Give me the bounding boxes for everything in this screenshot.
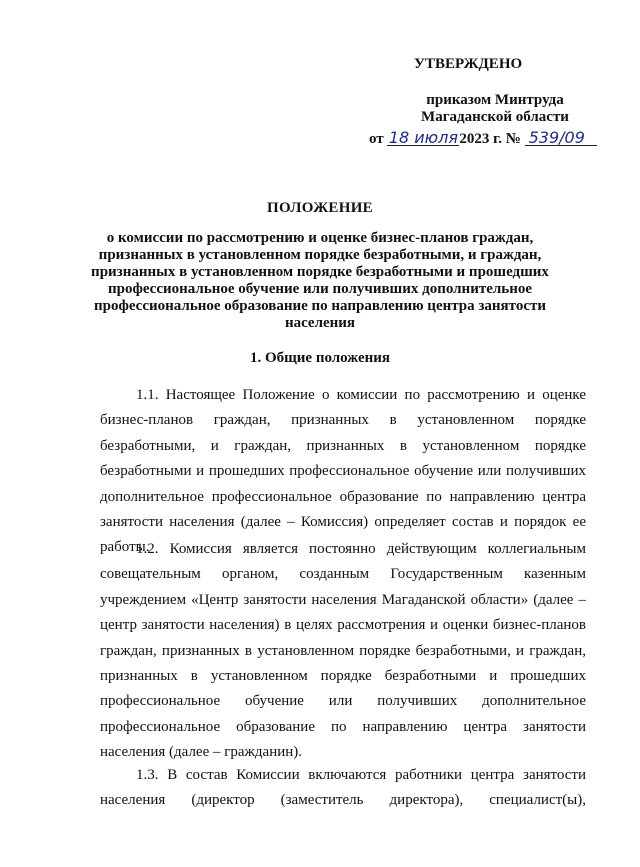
paragraph-1-2 [100, 537, 586, 766]
paragraph-1-1 [100, 383, 586, 561]
order-number-handwritten: 539/09 [525, 130, 597, 146]
approval-authority-line1: приказом Минтруда [426, 92, 564, 108]
paragraph-text: 1.3. В состав Комиссии включаются работники центра занятости населения (директор (заместитель директора), специалист(ы), [100, 767, 586, 809]
paragraph-text: 1.2. Комиссия является постоянно действующим коллегиальным совещательным органом, созданным Государственным казенным учреждением «Центр занятости населения Магаданской области» (далее – центр занятости населения) в целях рассмотрения и оценки бизнес-планов граждан, признанных в установленном порядке безработными, и граждан, признанных в установленном порядке безработными и прошедших профессиональное обучение или получивших дополнительное профессиональное образование по направлению центра занятости населения (далее – гражданин). [100, 541, 586, 761]
document-title: ПОЛОЖЕНИЕ [267, 200, 373, 216]
order-reference [369, 130, 597, 148]
order-prefix: от [369, 131, 384, 147]
approval-stamp-title: УТВЕРЖДЕНО [414, 56, 523, 72]
order-year: 2023 г. № [459, 131, 521, 147]
approval-authority [390, 92, 600, 126]
document-subtitle: о комиссии по рассмотрению и оценке бизнес-планов граждан, признанных в установленном порядке безработными, и граждан, признанных в установленном порядке безработными и прошедших профессиональное обучение или получивших дополнительное профессиональное образование по направлению центра занятости населения [91, 230, 549, 331]
paragraph-text: 1.1. Настоящее Положение о комиссии по рассмотрению и оценке бизнес-планов граждан, признанных в установленном порядке безработными, и граждан, признанных в установленном порядке безработными и прошедших профессиональное обучение или получивших дополнительное профессиональное образование по направлению центра занятости населения (далее – Комиссия) определяет состав и порядок ее работы. [100, 387, 586, 556]
order-date-handwritten: 18 июля [388, 128, 458, 147]
section-heading: 1. Общие положения [249, 350, 391, 366]
approval-authority-line2: Магаданской области [421, 109, 569, 125]
paragraph-1-3 [100, 763, 586, 814]
